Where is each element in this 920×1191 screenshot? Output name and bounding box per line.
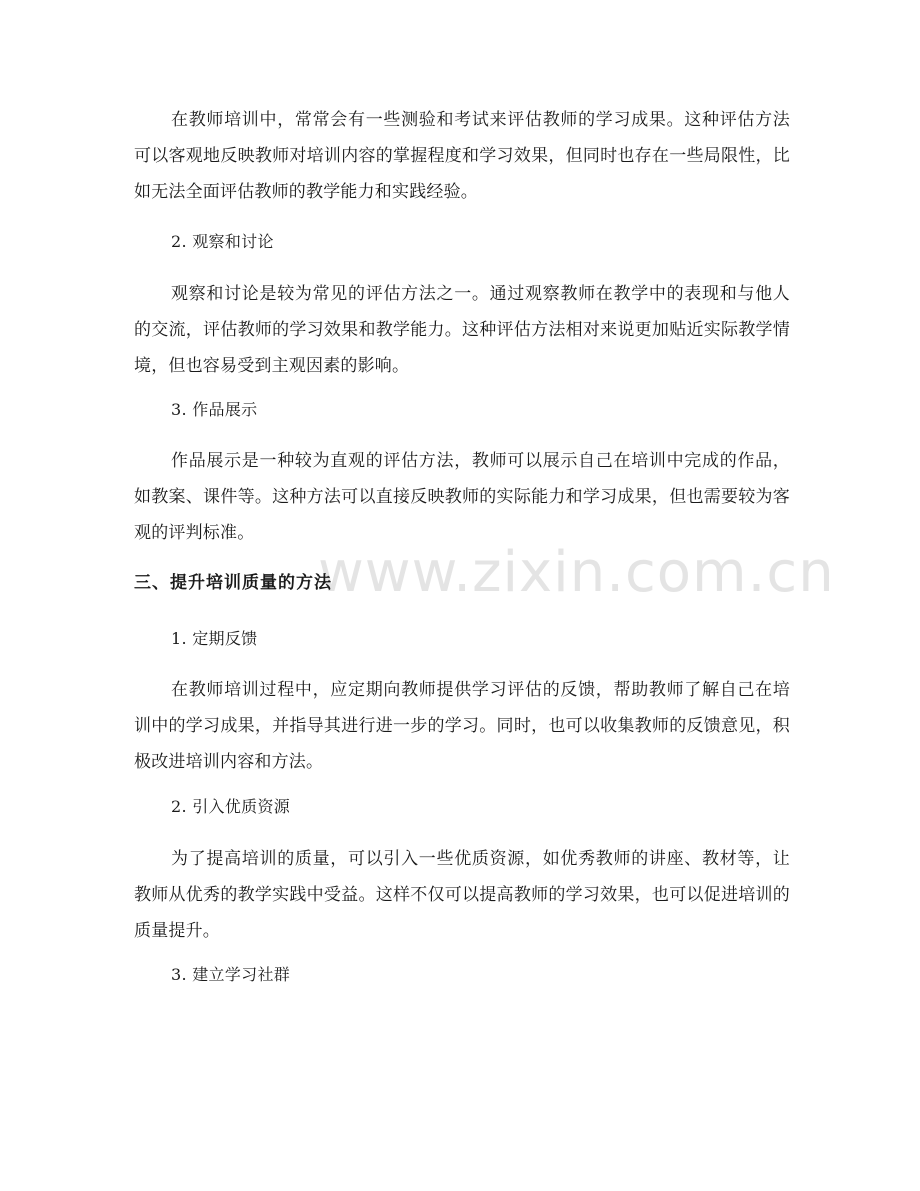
list-item-portfolio: 3. 作品展示 — [171, 400, 258, 419]
list-item-resources: 2. 引入优质资源 — [171, 797, 291, 816]
paragraph-portfolio: 作品展示是一种较为直观的评估方法，教师可以展示自己在培训中完成的作品，如教案、课件等。这种方法可以直接反映教师的实际能力和学习成果，但也需要较为客观的评判标准。 — [134, 451, 790, 543]
section-heading-improve-quality: 三、提升培训质量的方法 — [134, 573, 332, 593]
paragraph-tests: 在教师培训中，常常会有一些测验和考试来评估教师的学习成果。这种评估方法可以客观地反映教师对培训内容的掌握程度和学习效果，但同时也存在一些局限性，比如无法全面评估教师的教学能力和实践经验。 — [134, 110, 790, 202]
list-item-observation: 2. 观察和讨论 — [171, 232, 274, 251]
list-item-community: 3. 建立学习社群 — [171, 965, 291, 984]
paragraph-resources: 为了提高培训的质量，可以引入一些优质资源，如优秀教师的讲座、教材等，让教师从优秀的教学实践中受益。这样不仅可以提高教师的学习效果，也可以促进培训的质量提升。 — [134, 849, 790, 941]
paragraph-feedback: 在教师培训过程中，应定期向教师提供学习评估的反馈，帮助教师了解自己在培训中的学习成果，并指导其进行进一步的学习。同时，也可以收集教师的反馈意见，积极改进培训内容和方法。 — [134, 680, 790, 772]
list-item-feedback: 1. 定期反馈 — [171, 629, 258, 648]
paragraph-observation: 观察和讨论是较为常见的评估方法之一。通过观察教师在教学中的表现和与他人的交流，评估教师的学习效果和教学能力。这种评估方法相对来说更加贴近实际教学情境，但也容易受到主观因素的影响。 — [134, 284, 790, 376]
watermark: www.zixin.com.cn — [318, 540, 835, 605]
